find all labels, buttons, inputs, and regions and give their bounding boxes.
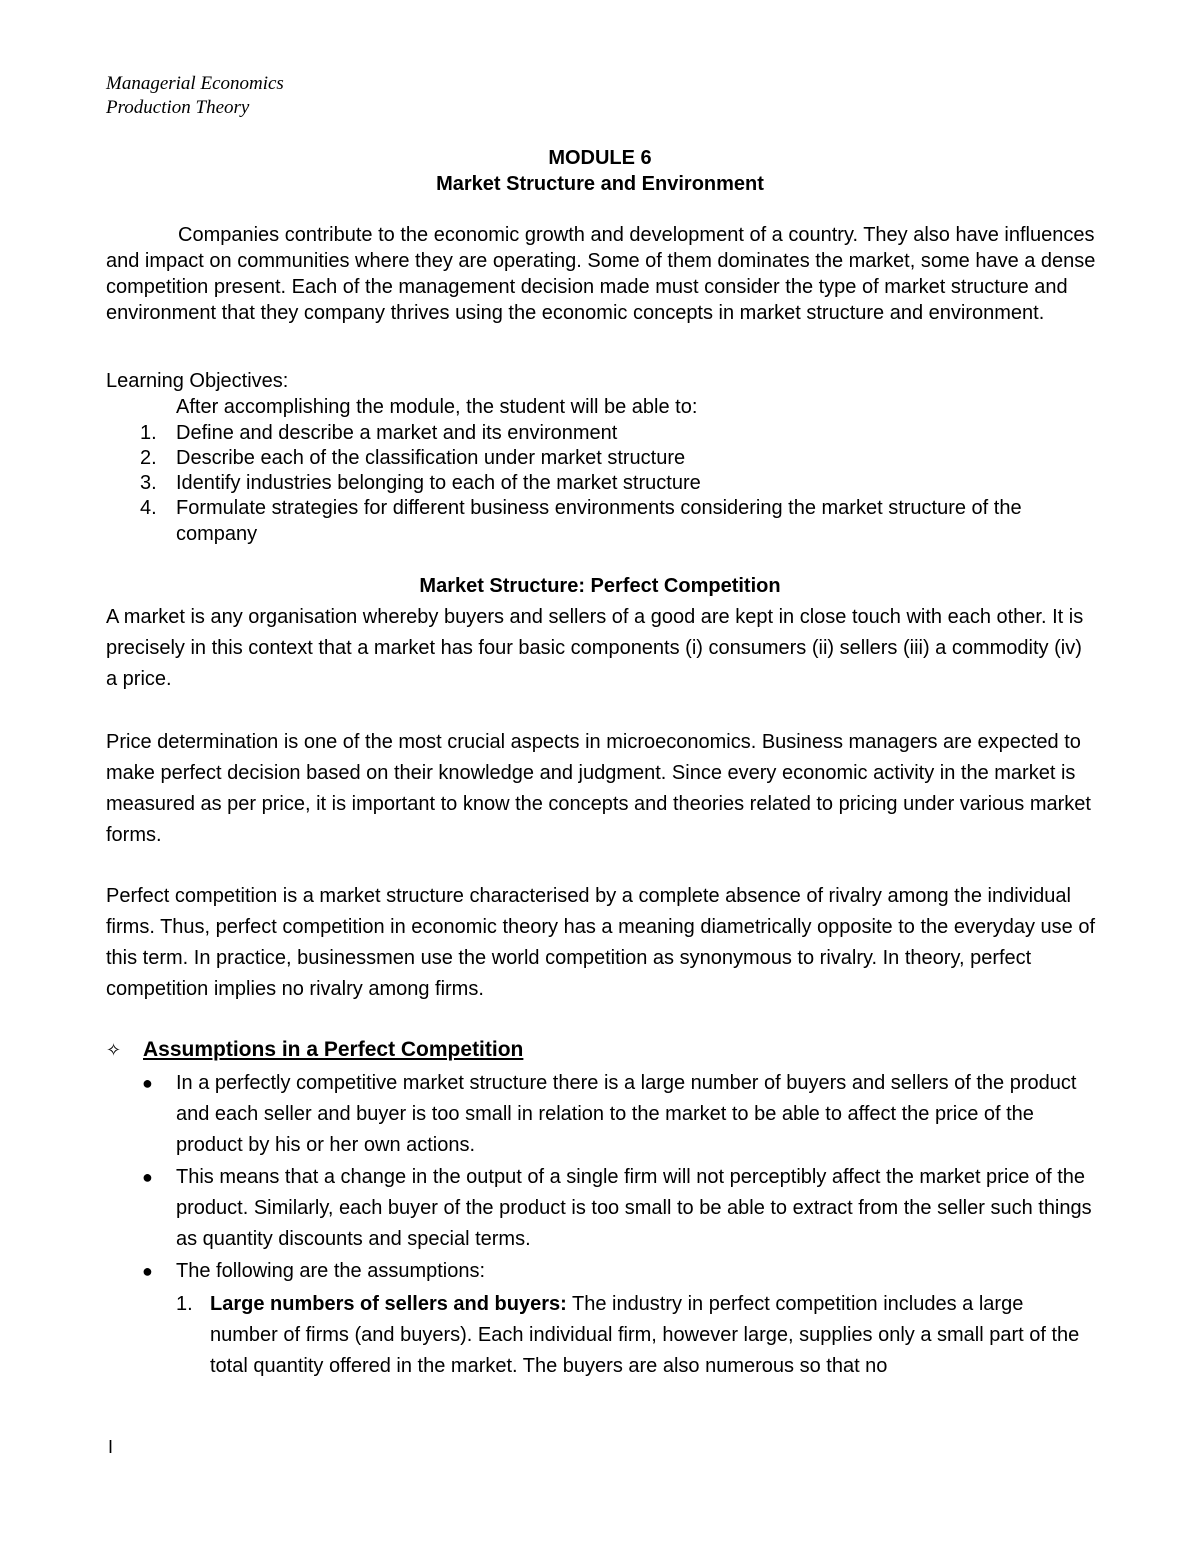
objective-item (106, 470, 1096, 496)
bullet-text: This means that a change in the output of a single firm will not perceptibly affect the market price of the product. Similarly, each buyer of the product is too small to be able to extract from the seller such things as quantity discounts and special terms. (176, 1166, 1092, 1250)
module-number: MODULE 6 (548, 147, 652, 169)
market-definition-paragraph: A market is any organisation whereby buyers and sellers of a good are kept in close touch with each other. It is precisely in this context that a market has four basic components (i) consumers (ii) sellers (iii) a commodity (iv) a price. (106, 606, 1084, 690)
objective-text: Define and describe a market and its environment (176, 422, 618, 444)
objective-number: 3. (140, 472, 157, 494)
assumption-term: Large numbers of sellers and buyers: (210, 1293, 567, 1315)
diamond-bullet-icon: ✧ (106, 1040, 122, 1060)
bullet-text: The following are the assumptions: (176, 1260, 486, 1282)
objective-text: Describe each of the classification under market structure (176, 447, 686, 469)
module-title: Market Structure and Environment (436, 173, 764, 195)
bullet-icon: ● (142, 1073, 153, 1093)
objective-number: 1. (140, 422, 157, 444)
page-number: I (108, 1437, 114, 1457)
bullet-text: In a perfectly competitive market structure there is a large number of buyers and sellers of the product and each seller and buyer is too small in relation to the market to be able to affect the price of the product by his or her own actions. (176, 1072, 1077, 1156)
assumption-bullet (106, 1162, 1096, 1255)
bullet-icon: ● (142, 1167, 153, 1187)
section-title: Market Structure: Perfect Competition (419, 575, 781, 597)
objective-number: 4. (140, 497, 157, 519)
objective-number: 2. (140, 447, 157, 469)
course-name: Managerial Economics (106, 73, 284, 94)
assumption-text (210, 1289, 1096, 1382)
assumption-bullet (106, 1068, 1096, 1161)
price-determination-paragraph: Price determination is one of the most crucial aspects in microeconomics. Business managers are expected to make perfect decision based on their knowledge and judgment. Since every economic activity in the market is measured as per price, it is important to know the concepts and theories related to pricing under various market forms. (106, 731, 1091, 846)
objective-text: Formulate strategies for different business environments considering the market structure of the company (176, 497, 1022, 545)
objective-item (106, 495, 1096, 547)
topic-name: Production Theory (106, 97, 250, 118)
learning-objectives-intro: After accomplishing the module, the student will be able to: (176, 396, 698, 418)
objective-item (106, 445, 1096, 471)
assumption-item (176, 1289, 1096, 1382)
assumption-number: 1. (176, 1293, 193, 1315)
intro-paragraph: Companies contribute to the economic growth and development of a country. They also have influences and impact on communities where they are operating. Some of them dominates the market, some have a dense competition present. Each of the management decision made must consider the type of market structure and environment that they company thrives using the economic concepts in market structure and environment. (106, 224, 1096, 324)
objective-text: Identify industries belonging to each of the market structure (176, 472, 701, 494)
learning-objectives-label: Learning Objectives: (106, 370, 289, 392)
running-header (106, 72, 284, 120)
perfect-competition-paragraph: Perfect competition is a market structure characterised by a complete absence of rivalry among the individual firms. Thus, perfect competition in economic theory has a meaning diametrically opposite to the everyday use of this term. In practice, businessmen use the world competition as synonymous to rivalry. In theory, perfect competition implies no rivalry among firms. (106, 885, 1096, 1000)
bullet-icon: ● (142, 1261, 153, 1281)
assumption-bullet (106, 1256, 1096, 1287)
assumptions-heading-text: Assumptions in a Perfect Competition (143, 1038, 524, 1061)
assumption-description: The industry in perfect competition includes a large number of firms (and buyers). Each individual firm, however large, supplies only a small part of the total quantity offered in the market. The buyers are also numerous so that no (210, 1293, 1080, 1377)
objective-item (106, 420, 1096, 446)
